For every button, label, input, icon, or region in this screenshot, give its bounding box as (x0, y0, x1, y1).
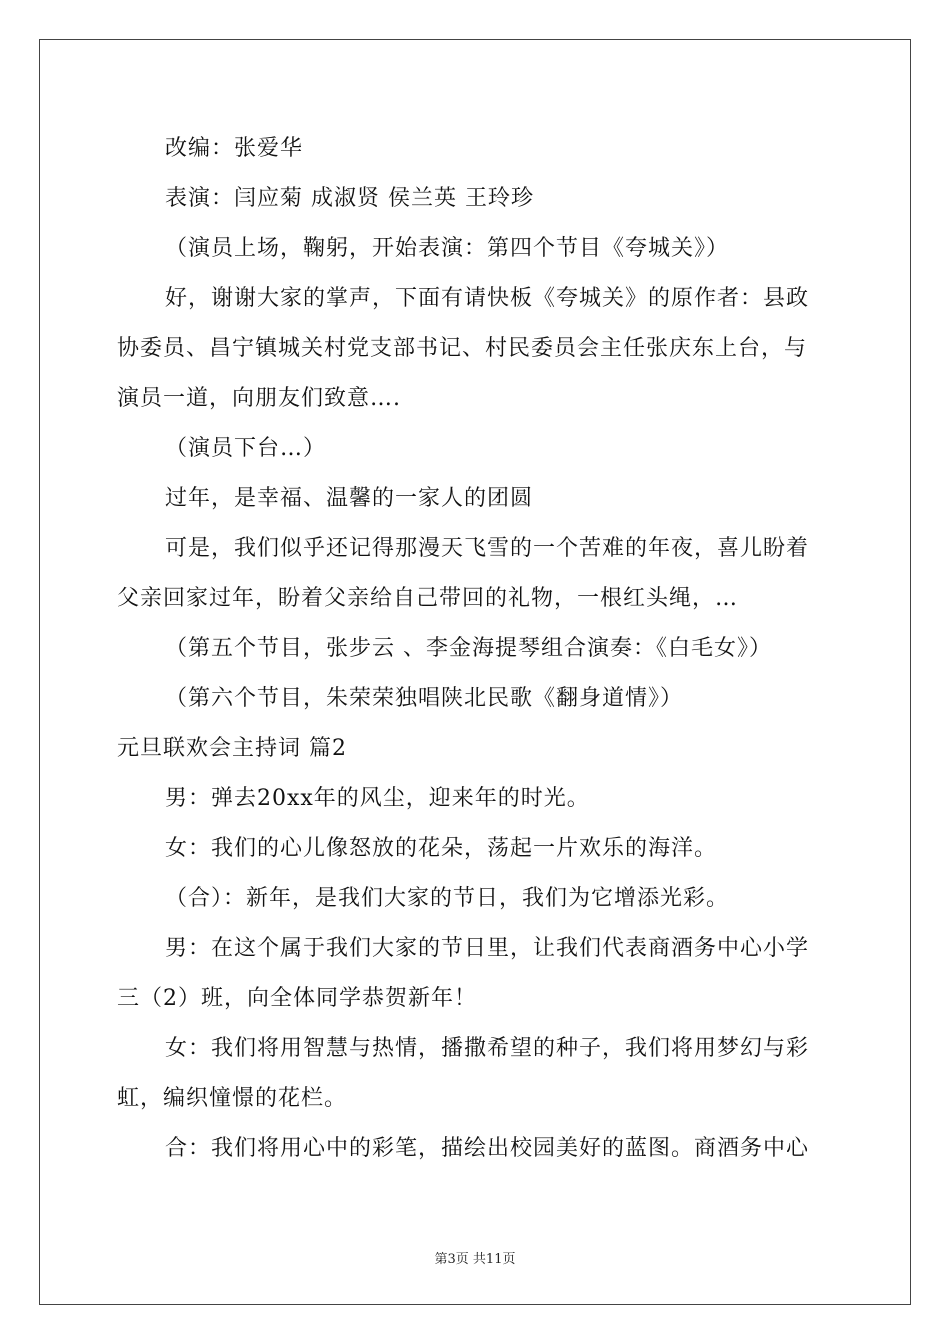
paragraph-line: 好，谢谢大家的掌声，下面有请快板《夸城关》的原作者：县政 (165, 286, 810, 311)
section-heading: 元旦联欢会主持词 篇2 (117, 736, 347, 761)
paragraph-line: 协委员、昌宁镇城关村党支部书记、村民委员会主任张庆东上台，与 (117, 336, 808, 361)
paragraph-line: 合：我们将用心中的彩笔，描绘出校园美好的蓝图。商酒务中心 (165, 1136, 810, 1161)
paragraph-line: 表演：闫应菊 成淑贤 侯兰英 王玲珍 (165, 186, 534, 211)
paragraph-line: 过年，是幸福、温馨的一家人的团圆 (165, 486, 534, 511)
paragraph-line: 虹，编织憧憬的花栏。 (117, 1086, 348, 1111)
paragraph-line: 演员一道，向朋友们致意…. (117, 386, 401, 411)
paragraph-line: 改编：张爱华 (165, 136, 304, 161)
paragraph-line: 三（2）班，向全体同学恭贺新年！ (117, 986, 477, 1011)
paragraph-line: 父亲回家过年，盼着父亲给自己带回的礼物，一根红头绳，… (117, 586, 739, 611)
paragraph-line: 可是，我们似乎还记得那漫天飞雪的一个苦难的年夜，喜儿盼着 (165, 536, 810, 561)
paragraph-line: 女：我们的心儿像怒放的花朵，荡起一片欢乐的海洋。 (165, 836, 718, 861)
paragraph-line: （演员上场，鞠躬，开始表演：第四个节目《夸城关》） (165, 236, 730, 261)
paragraph-line: 男：在这个属于我们大家的节日里，让我们代表商酒务中心小学 (165, 936, 810, 961)
paragraph-line: （第五个节目，张步云 、李金海提琴组合演奏：《白毛女》） (165, 636, 772, 661)
paragraph-line: （演员下台…） (165, 436, 327, 461)
paragraph-line: （合）：新年，是我们大家的节日，我们为它增添光彩。 (165, 886, 730, 911)
page-number: 第3页 共11页 (434, 1252, 516, 1267)
paragraph-line: （第六个节目，朱荣荣独唱陕北民歌《翻身道情》） (165, 686, 684, 711)
paragraph-line: 女：我们将用智慧与热情，播撒希望的种子，我们将用梦幻与彩 (165, 1036, 810, 1061)
paragraph-line: 男：弹去20xx年的风尘，迎来年的时光。 (165, 786, 590, 811)
